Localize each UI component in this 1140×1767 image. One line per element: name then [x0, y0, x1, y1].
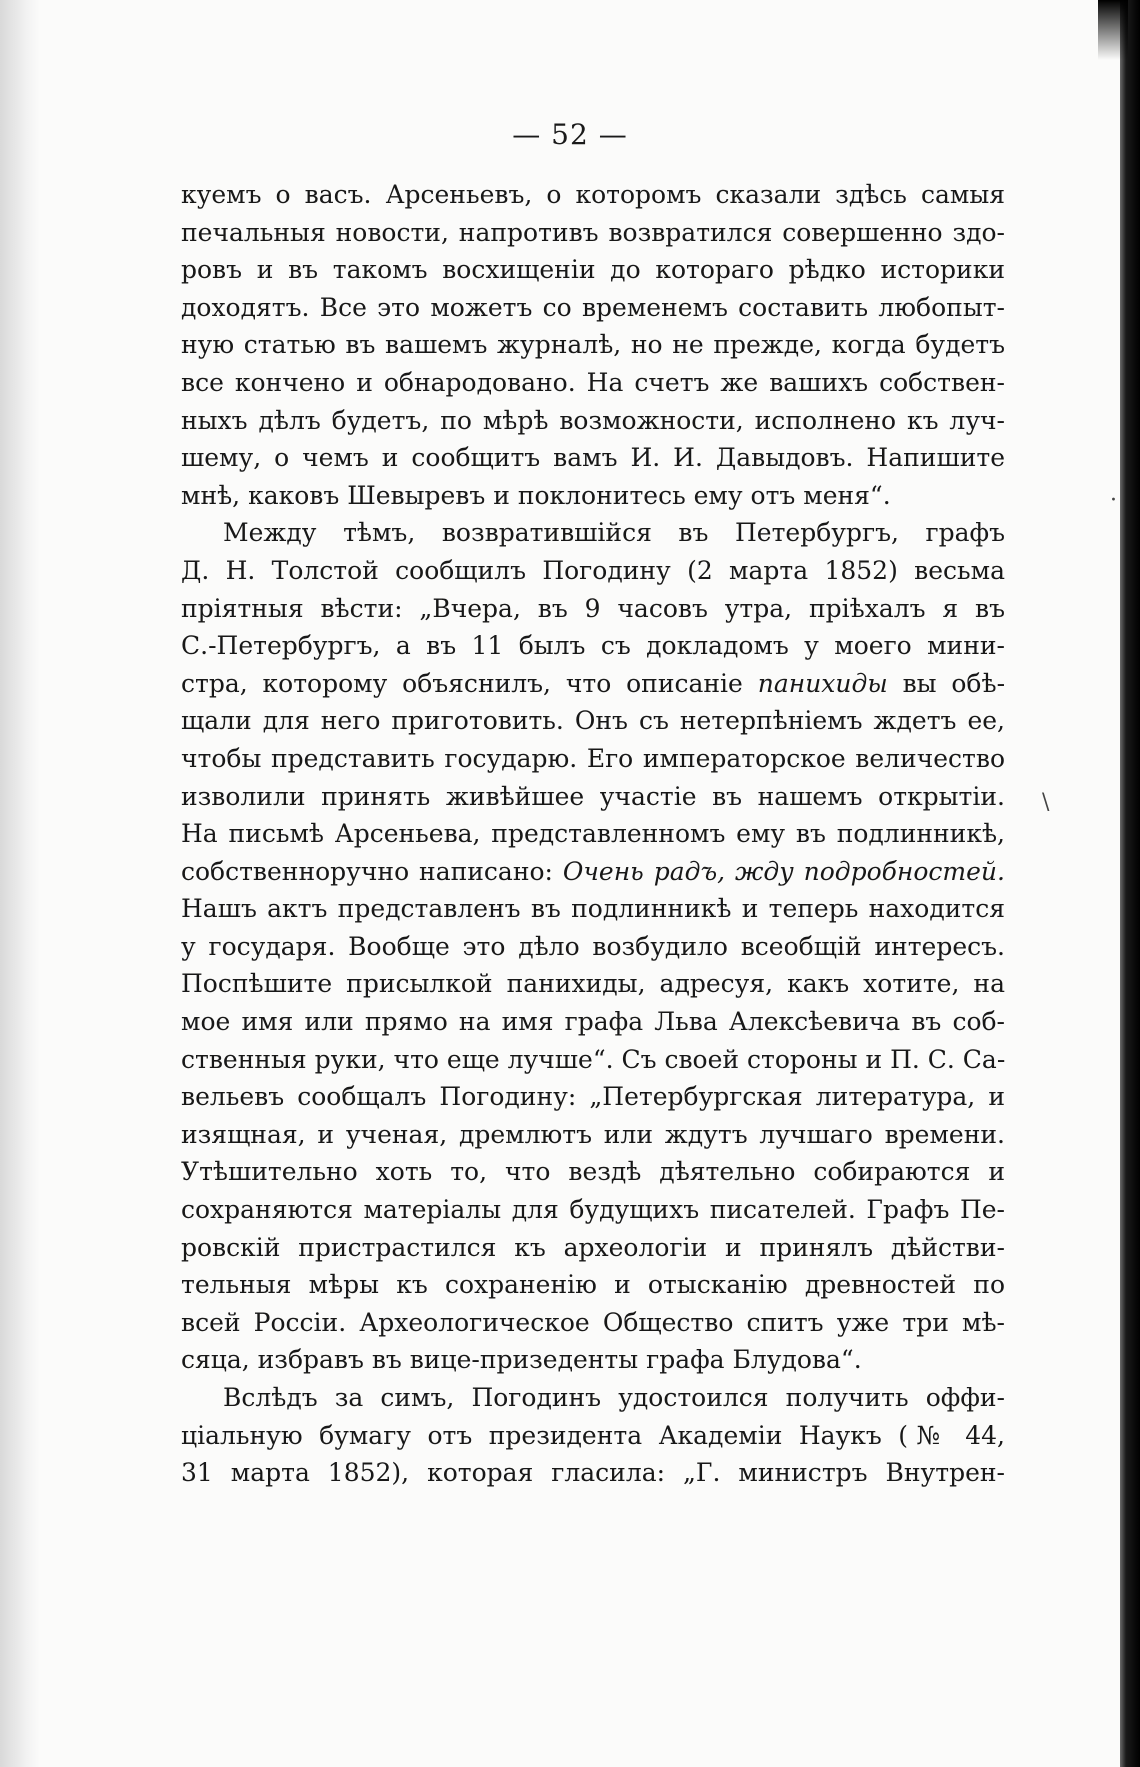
stray-dot-mark: · [1110, 488, 1117, 513]
text-line: ровскій пристрастился къ археологіи и принялъ дѣйстви- [181, 1232, 1005, 1262]
gutter-shadow [0, 0, 40, 1767]
stray-dash-mark: \ [1042, 790, 1050, 815]
text-line: тельныя мѣры къ сохраненію и отысканію древностей по [181, 1270, 1005, 1300]
body-text [181, 176, 1005, 1492]
text-line: Поспѣшите присылкой панихиды, адресуя, какъ хотите, на [181, 969, 1005, 999]
text-line: печальныя новости, напротивъ возвратился совершенно здо- [181, 217, 1005, 247]
italic-quote: Очень радъ, жду подробностей. [562, 856, 1005, 886]
text-line: вельевъ сообщалъ Погодину: „Петербургская литература, и [181, 1082, 1005, 1112]
text-line: На письмѣ Арсеньева, представленномъ ему въ подлинникѣ, [181, 819, 1005, 849]
text-line [181, 853, 1005, 891]
text-line [181, 665, 1005, 703]
text-line: Д. Н. Толстой сообщилъ Погодину (2 марта 1852) весьма [181, 555, 1005, 585]
text-line: изволили принять живѣйшее участіе въ нашемъ открытіи. [181, 781, 1005, 811]
text-segment: вы обѣ- [902, 668, 1006, 698]
text-segment: стра, которому объяснилъ, что описаніе [181, 668, 743, 698]
text-segment: собственноручно написано: [181, 856, 553, 886]
text-line: изящная, и ученая, дремлютъ или ждутъ лучшаго времени. [181, 1119, 1005, 1149]
text-line: пріятныя вѣсти: „Вчера, въ 9 часовъ утра, пріѣхалъ я въ [181, 593, 1005, 623]
text-line: ныхъ дѣлъ будетъ, по мѣрѣ возможности, исполнено къ луч- [181, 405, 1005, 435]
book-edge-corner [1098, 0, 1128, 60]
text-line: ную статью въ вашемъ журналѣ, но не прежде, когда будетъ [181, 330, 1005, 360]
book-edge-shadow [1120, 0, 1140, 1767]
text-line: ціальную бумагу отъ президента Академіи Наукъ (№ 44, [181, 1420, 1005, 1450]
page-number: — 52 — [512, 118, 628, 151]
text-line: мнѣ, каковъ Шевыревъ и поклонитесь ему отъ меня“. [181, 480, 891, 510]
text-line: всей Россіи. Археологическое Общество спитъ уже три мѣ- [181, 1307, 1005, 1337]
paragraph-start-line: Между тѣмъ, возвратившійся въ Петербургъ, графъ [223, 518, 1005, 548]
text-line: ровъ и въ такомъ восхищеніи до котораго рѣдко историки [181, 255, 1005, 285]
text-line: шему, о чемъ и сообщитъ вамъ И. И. Давыдовъ. Напишите [181, 443, 1005, 473]
text-line: Нашъ актъ представленъ въ подлинникѣ и теперь находится [181, 894, 1005, 924]
text-line: доходятъ. Все это можетъ со временемъ составить любопыт- [181, 292, 1005, 322]
text-line: сохраняются матеріалы для будущихъ писателей. Графъ Пе- [181, 1195, 1005, 1225]
text-line: куемъ о васъ. Арсеньевъ, о которомъ сказали здѣсь самыя [181, 180, 1005, 209]
text-line: щали для него приготовить. Онъ съ нетерпѣніемъ ждетъ ее, [181, 706, 1005, 736]
text-line: С.-Петербургъ, а въ 11 былъ съ докладомъ у моего мини- [181, 631, 1005, 661]
italic-word: панихиды [757, 668, 888, 698]
text-line: Утѣшительно хоть то, что вездѣ дѣятельно собираются и [181, 1157, 1005, 1187]
text-line: 31 марта 1852), которая гласила: „Г. министръ Внутрен- [181, 1458, 1005, 1488]
text-line: у государя. Вообще это дѣло возбудило всеобщій интересъ. [181, 931, 1005, 961]
text-line: все кончено и обнародовано. На счетъ же вашихъ собствен- [181, 367, 1005, 397]
paragraph-start-line: Вслѣдъ за симъ, Погодинъ удостоился получить оффи- [223, 1383, 1005, 1412]
text-line: мое имя или прямо на имя графа Льва Алексѣевича въ соб- [181, 1007, 1005, 1037]
text-line: чтобы представить государю. Его императорское величество [181, 743, 1005, 773]
text-line: ственныя руки, что еще лучше“. Съ своей стороны и П. С. Са- [181, 1044, 1006, 1074]
text-line: сяца, избравъ въ вице-призеденты графа Блудова“. [181, 1345, 862, 1375]
